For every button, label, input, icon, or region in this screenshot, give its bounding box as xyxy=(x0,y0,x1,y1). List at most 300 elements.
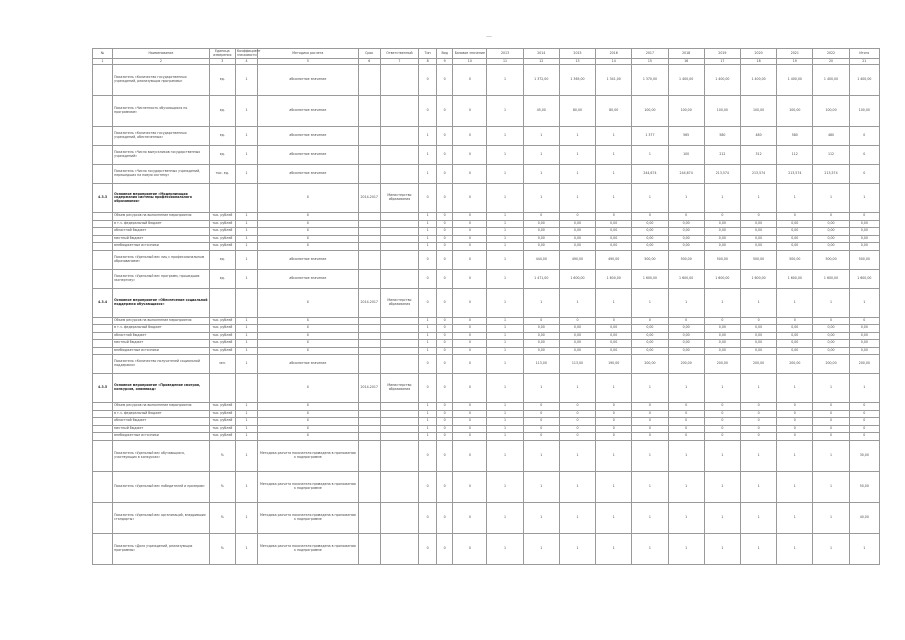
unit-cell: тыс. рублей xyxy=(209,228,235,236)
method-cell: X xyxy=(258,213,359,221)
value-cell: 0,00 xyxy=(523,235,559,243)
method-cell: X xyxy=(258,243,359,251)
value-cell: 0,00 xyxy=(849,347,879,355)
value-cell: 0 xyxy=(419,250,437,269)
column-number: 2 xyxy=(113,59,210,65)
value-cell: 1 xyxy=(487,347,523,355)
value-cell: 480 xyxy=(813,127,849,146)
value-cell: 0 xyxy=(559,418,595,426)
indicator-name: Показатель «Количество получателей социальной поддержки» xyxy=(113,355,210,374)
value-cell: 0,00 xyxy=(813,347,849,355)
value-cell: 0,00 xyxy=(849,325,879,333)
row-code xyxy=(93,403,113,411)
value-cell: 1 xyxy=(523,471,559,502)
value-cell: 0 xyxy=(559,403,595,411)
value-cell: 0,00 xyxy=(559,332,595,340)
value-cell: 1 xyxy=(419,325,437,333)
responsible-cell xyxy=(380,410,418,418)
weight-cell: 1 xyxy=(235,332,257,340)
row-code xyxy=(93,220,113,228)
value-cell: 0,00 xyxy=(849,332,879,340)
method-cell: абсолютное значение xyxy=(258,355,359,374)
value-cell: 1 xyxy=(559,471,595,502)
value-cell: 1 xyxy=(849,288,879,317)
value-cell: 1 600,00 xyxy=(596,269,632,288)
value-cell: 0 xyxy=(777,433,813,441)
value-cell: 112 xyxy=(813,146,849,165)
value-cell: 500,00 xyxy=(849,250,879,269)
responsible-cell xyxy=(380,340,418,348)
value-cell: 1 xyxy=(740,533,776,564)
value-cell: 480 xyxy=(740,127,776,146)
value-cell: 1 xyxy=(559,288,595,317)
value-cell: 1 xyxy=(813,288,849,317)
value-cell: 1 xyxy=(523,374,559,403)
period-cell xyxy=(358,96,380,127)
value-cell: 0 xyxy=(453,243,487,251)
value-cell: 1 xyxy=(523,288,559,317)
weight-cell: 1 xyxy=(235,533,257,564)
unit-cell: ед. xyxy=(209,127,235,146)
unit-cell: чел. xyxy=(209,355,235,374)
value-cell: 0,00 xyxy=(777,235,813,243)
method-cell: Методика расчета показателя приведена в приложении к подпрограмме xyxy=(258,533,359,564)
row-code xyxy=(93,418,113,426)
indicator-name: Основное мероприятие «Проведение смотров, конкурсов, олимпиад» xyxy=(113,374,210,403)
value-cell: 1 xyxy=(777,184,813,213)
value-cell: 1 xyxy=(813,533,849,564)
value-cell: 0 xyxy=(419,355,437,374)
row-code xyxy=(93,340,113,348)
value-cell: 0,00 xyxy=(668,228,704,236)
responsible-cell xyxy=(380,317,418,325)
indicator-name: Показатель «Удельный вес организаций, внедривших стандарты» xyxy=(113,502,210,533)
value-cell: 1 600,00 xyxy=(704,269,740,288)
table-row xyxy=(93,165,880,184)
value-cell: 0 xyxy=(813,433,849,441)
value-cell: 1 xyxy=(740,502,776,533)
method-cell: X xyxy=(258,228,359,236)
value-cell: 0 xyxy=(437,325,453,333)
value-cell: 0 xyxy=(596,213,632,221)
value-cell: 0 xyxy=(437,347,453,355)
weight-cell: 1 xyxy=(235,96,257,127)
indicator-name: Показатель «Число государственных учреждений, перешедших на новую систему» xyxy=(113,165,210,184)
value-cell: 0,00 xyxy=(668,332,704,340)
value-cell: 0,00 xyxy=(849,235,879,243)
value-cell: 0 xyxy=(596,433,632,441)
period-cell: 2014-2017 xyxy=(358,374,380,403)
value-cell: 0 xyxy=(453,127,487,146)
value-cell: 1 xyxy=(523,127,559,146)
column-number: 17 xyxy=(704,59,740,65)
value-cell: 1 xyxy=(487,374,523,403)
column-number: 7 xyxy=(380,59,418,65)
table-row xyxy=(93,403,880,411)
value-cell: 0 xyxy=(453,340,487,348)
value-cell: 0 xyxy=(813,317,849,325)
responsible-cell xyxy=(380,165,418,184)
method-cell: X xyxy=(258,332,359,340)
value-cell: 0 xyxy=(453,374,487,403)
weight-cell: 1 xyxy=(235,355,257,374)
method-cell: X xyxy=(258,325,359,333)
column-header: № xyxy=(93,49,113,59)
value-cell: 1 xyxy=(813,471,849,502)
responsible-cell: Министерство образования xyxy=(380,374,418,403)
method-cell: X xyxy=(258,425,359,433)
value-cell: 0 xyxy=(596,317,632,325)
value-cell: 100,00 xyxy=(704,96,740,127)
method-cell: X xyxy=(258,235,359,243)
value-cell: 100,00 xyxy=(777,96,813,127)
value-cell: 1 xyxy=(632,374,668,403)
weight-cell xyxy=(235,288,257,317)
method-cell: Методика расчета показателя приведена в приложении к подпрограмме xyxy=(258,440,359,471)
value-cell: 1 341,00 xyxy=(596,65,632,96)
column-header: Срок xyxy=(358,49,380,59)
value-cell: 0 xyxy=(437,146,453,165)
period-cell xyxy=(358,65,380,96)
header-row xyxy=(93,49,880,59)
column-header: Тип xyxy=(419,49,437,59)
value-cell: 1 xyxy=(777,533,813,564)
value-cell: 0 xyxy=(596,410,632,418)
value-cell: 1 600,00 xyxy=(740,269,776,288)
value-cell: 100,00 xyxy=(668,96,704,127)
value-cell: 0 xyxy=(437,250,453,269)
value-cell: 0,00 xyxy=(523,220,559,228)
row-code xyxy=(93,165,113,184)
value-cell: 0 xyxy=(777,317,813,325)
value-cell: 0 xyxy=(740,410,776,418)
method-cell: X xyxy=(258,374,359,403)
value-cell: 0 xyxy=(632,410,668,418)
value-cell: 0 xyxy=(740,418,776,426)
value-cell: 0 xyxy=(559,410,595,418)
value-cell: 1 xyxy=(487,228,523,236)
value-cell: 1 xyxy=(487,165,523,184)
row-code xyxy=(93,325,113,333)
value-cell: 0,00 xyxy=(740,243,776,251)
weight-cell: 1 xyxy=(235,165,257,184)
value-cell: 0,00 xyxy=(704,325,740,333)
row-code xyxy=(93,533,113,564)
column-header: 2013 xyxy=(487,49,523,59)
responsible-cell xyxy=(380,347,418,355)
responsible-cell xyxy=(380,332,418,340)
value-cell: 0,00 xyxy=(813,235,849,243)
method-cell: X xyxy=(258,184,359,213)
value-cell: 0,00 xyxy=(632,243,668,251)
weight-cell: 1 xyxy=(235,403,257,411)
value-cell: 0 xyxy=(740,213,776,221)
weight-cell: 1 xyxy=(235,243,257,251)
value-cell: 0,00 xyxy=(740,228,776,236)
value-cell: 0 xyxy=(437,127,453,146)
value-cell: 0 xyxy=(704,213,740,221)
value-cell: 0,00 xyxy=(704,332,740,340)
value-cell: 1 xyxy=(777,502,813,533)
value-cell: 1 xyxy=(632,502,668,533)
table-row xyxy=(93,340,880,348)
table-row xyxy=(93,243,880,251)
table-row xyxy=(93,332,880,340)
weight-cell: 1 xyxy=(235,146,257,165)
value-cell: 0 xyxy=(437,403,453,411)
indicator-name: Показатель «Число выпускников государственных учреждений» xyxy=(113,146,210,165)
value-cell: 0,00 xyxy=(704,235,740,243)
method-cell: абсолютное значение xyxy=(258,269,359,288)
value-cell: 0,00 xyxy=(849,243,879,251)
unit-cell: тыс. рублей xyxy=(209,403,235,411)
value-cell: 1 xyxy=(596,533,632,564)
value-cell: 100 xyxy=(668,146,704,165)
value-cell: 1 xyxy=(777,374,813,403)
value-cell: 0 xyxy=(704,425,740,433)
value-cell: 1 xyxy=(487,96,523,127)
table-row xyxy=(93,347,880,355)
value-cell: 500,00 xyxy=(813,250,849,269)
value-cell: 1 xyxy=(419,332,437,340)
weight-cell: 1 xyxy=(235,347,257,355)
value-cell: 1 xyxy=(487,235,523,243)
value-cell: 1 400,00 xyxy=(704,65,740,96)
value-cell: 0 xyxy=(777,410,813,418)
value-cell: 0 xyxy=(453,471,487,502)
value-cell: 1 xyxy=(559,146,595,165)
period-cell xyxy=(358,269,380,288)
row-code xyxy=(93,317,113,325)
value-cell: 1 xyxy=(704,184,740,213)
value-cell: 0 xyxy=(523,425,559,433)
value-cell: 1 xyxy=(632,146,668,165)
unit-cell: тыс. рублей xyxy=(209,332,235,340)
column-number: 13 xyxy=(559,59,595,65)
value-cell: 1 600,00 xyxy=(632,269,668,288)
indicator-name: местный бюджет xyxy=(113,340,210,348)
column-number: 19 xyxy=(777,59,813,65)
indicator-name: Основное мероприятие «Обеспечение социальной поддержки обучающихся» xyxy=(113,288,210,317)
table-row xyxy=(93,127,880,146)
table-row xyxy=(93,213,880,221)
value-cell: 0 xyxy=(523,317,559,325)
weight-cell: 1 xyxy=(235,410,257,418)
value-cell: 0 xyxy=(453,332,487,340)
period-cell xyxy=(358,146,380,165)
row-code xyxy=(93,127,113,146)
value-cell: 0,00 xyxy=(740,347,776,355)
value-cell: 200,00 xyxy=(632,355,668,374)
value-cell: 490,00 xyxy=(559,250,595,269)
row-code xyxy=(93,440,113,471)
value-cell: 1 xyxy=(419,146,437,165)
value-cell: 0,00 xyxy=(849,220,879,228)
indicator-name: местный бюджет xyxy=(113,235,210,243)
value-cell: 113,00 xyxy=(523,355,559,374)
value-cell: 0 xyxy=(453,440,487,471)
column-header: Методика расчета xyxy=(258,49,359,59)
value-cell: 0,00 xyxy=(596,325,632,333)
value-cell: 1 xyxy=(419,347,437,355)
value-cell: 0 xyxy=(704,418,740,426)
value-cell: 1 xyxy=(487,325,523,333)
program-indicators-sheet xyxy=(92,48,880,596)
unit-cell: тыс. рублей xyxy=(209,418,235,426)
value-cell: 1 471,00 xyxy=(523,269,559,288)
value-cell: 244,674 xyxy=(668,165,704,184)
value-cell: 0,00 xyxy=(559,235,595,243)
value-cell: 0 xyxy=(437,502,453,533)
unit-cell: % xyxy=(209,440,235,471)
weight-cell: 1 xyxy=(235,65,257,96)
value-cell: 0 xyxy=(437,220,453,228)
method-cell: X xyxy=(258,433,359,441)
value-cell: 0,00 xyxy=(740,340,776,348)
value-cell: 0 xyxy=(813,403,849,411)
value-cell: 213,574 xyxy=(813,165,849,184)
value-cell: 1 xyxy=(849,184,879,213)
value-cell: 213,574 xyxy=(777,165,813,184)
table-row xyxy=(93,418,880,426)
value-cell: 80,00 xyxy=(559,96,595,127)
unit-cell: тыс. рублей xyxy=(209,235,235,243)
value-cell: 1 xyxy=(487,471,523,502)
value-cell: 0 xyxy=(453,355,487,374)
value-cell: 0 xyxy=(453,184,487,213)
value-cell: 0 xyxy=(453,533,487,564)
value-cell: 0,00 xyxy=(668,235,704,243)
value-cell: 0 xyxy=(523,403,559,411)
value-cell: 0 xyxy=(632,433,668,441)
value-cell: 0,00 xyxy=(596,235,632,243)
value-cell: 1 xyxy=(596,288,632,317)
table-row xyxy=(93,425,880,433)
table-row xyxy=(93,269,880,288)
responsible-cell xyxy=(380,355,418,374)
value-cell: 100,00 xyxy=(740,96,776,127)
value-cell: 1 xyxy=(813,502,849,533)
value-cell: 1 xyxy=(419,317,437,325)
value-cell: 1 xyxy=(523,533,559,564)
value-cell: 0,00 xyxy=(777,340,813,348)
method-cell: абсолютное значение xyxy=(258,146,359,165)
value-cell: 0,00 xyxy=(777,220,813,228)
value-cell: 0 xyxy=(668,410,704,418)
row-code xyxy=(93,355,113,374)
indicator-name: Объем ресурсов на выполнение мероприятия xyxy=(113,213,210,221)
value-cell: 1 xyxy=(487,220,523,228)
page-marker: — xyxy=(486,33,492,40)
weight-cell: 1 xyxy=(235,250,257,269)
row-code xyxy=(93,269,113,288)
weight-cell: 1 xyxy=(235,425,257,433)
value-cell: 0,00 xyxy=(813,325,849,333)
value-cell: 1 xyxy=(487,403,523,411)
responsible-cell xyxy=(380,325,418,333)
method-cell: X xyxy=(258,418,359,426)
weight-cell: 1 xyxy=(235,269,257,288)
value-cell: 0 xyxy=(849,403,879,411)
value-cell: 1 xyxy=(559,533,595,564)
method-cell: абсолютное значение xyxy=(258,96,359,127)
value-cell: 1 xyxy=(419,410,437,418)
value-cell: 1 xyxy=(704,440,740,471)
table-row xyxy=(93,471,880,502)
column-header: 2020 xyxy=(740,49,776,59)
value-cell: 0 xyxy=(453,96,487,127)
row-code xyxy=(93,332,113,340)
method-cell: X xyxy=(258,317,359,325)
value-cell: 1 xyxy=(596,165,632,184)
value-cell: 1 xyxy=(523,146,559,165)
value-cell: 1 xyxy=(487,440,523,471)
value-cell: 0 xyxy=(704,410,740,418)
unit-cell: ед. xyxy=(209,96,235,127)
value-cell: 1 xyxy=(849,374,879,403)
period-cell: 2014-2017 xyxy=(358,184,380,213)
weight-cell: 1 xyxy=(235,440,257,471)
table-row xyxy=(93,325,880,333)
value-cell: 1 xyxy=(419,425,437,433)
weight-cell: 1 xyxy=(235,502,257,533)
value-cell: 0,00 xyxy=(559,347,595,355)
unit-cell: ед. xyxy=(209,65,235,96)
value-cell: 0 xyxy=(849,433,879,441)
weight-cell: 1 xyxy=(235,220,257,228)
value-cell: 0 xyxy=(437,440,453,471)
value-cell: 1 xyxy=(559,165,595,184)
value-cell: 0,00 xyxy=(632,332,668,340)
responsible-cell xyxy=(380,228,418,236)
value-cell: 490,00 xyxy=(596,250,632,269)
indicator-name: в т.ч. федеральный бюджет xyxy=(113,220,210,228)
indicator-name: областной бюджет xyxy=(113,418,210,426)
table-row xyxy=(93,96,880,127)
row-code: 4.3.5 xyxy=(93,374,113,403)
row-code xyxy=(93,347,113,355)
unit-cell: % xyxy=(209,471,235,502)
method-cell: X xyxy=(258,340,359,348)
value-cell: 30,00 xyxy=(849,440,879,471)
value-cell: 1 xyxy=(487,425,523,433)
value-cell: 50,00 xyxy=(849,471,879,502)
value-cell: 580 xyxy=(777,127,813,146)
column-header: Наименование xyxy=(113,49,210,59)
value-cell: 1 400,00 xyxy=(668,65,704,96)
value-cell: 1 xyxy=(487,355,523,374)
column-number: 3 xyxy=(209,59,235,65)
period-cell xyxy=(358,213,380,221)
value-cell: 0,00 xyxy=(632,228,668,236)
value-cell: 200,00 xyxy=(813,355,849,374)
value-cell: 0,00 xyxy=(632,235,668,243)
value-cell: 0,00 xyxy=(740,325,776,333)
value-cell: 0 xyxy=(437,228,453,236)
value-cell: 0,00 xyxy=(632,220,668,228)
value-cell: 1 xyxy=(740,440,776,471)
column-header: 2017 xyxy=(632,49,668,59)
value-cell: 1 xyxy=(777,440,813,471)
table-row xyxy=(93,410,880,418)
value-cell: 1 xyxy=(559,127,595,146)
weight-cell: 1 xyxy=(235,235,257,243)
period-cell xyxy=(358,250,380,269)
value-cell: 0 xyxy=(419,288,437,317)
table-row xyxy=(93,250,880,269)
value-cell: 1 xyxy=(487,184,523,213)
value-cell: 1 xyxy=(487,213,523,221)
